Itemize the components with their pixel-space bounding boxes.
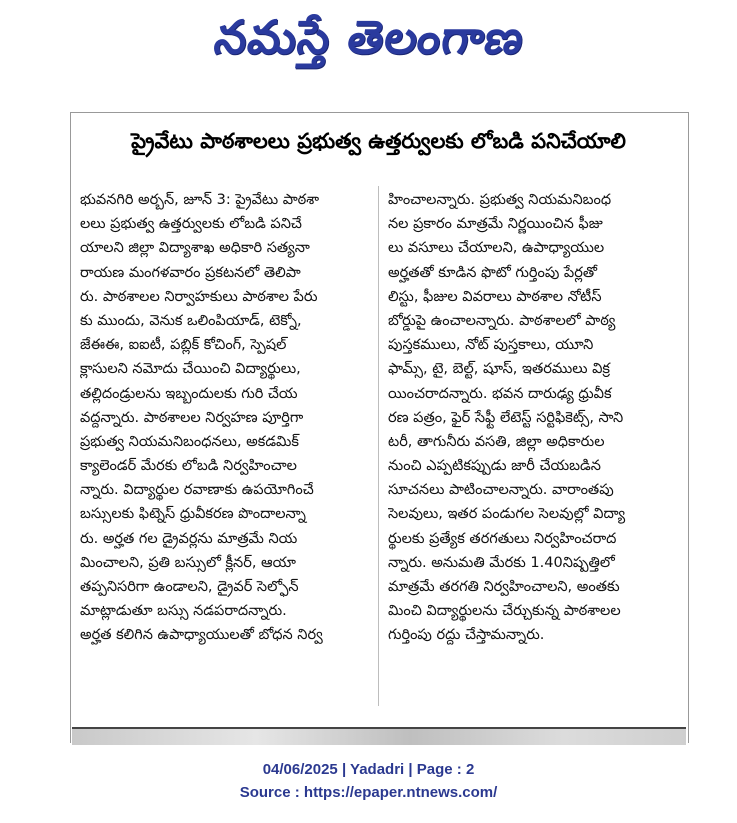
article-text-line: ర్థులకు ప్రత్యేక తరగతులు నిర్వహించరాద: [388, 530, 617, 547]
article-text-line: న్నారు. అనుమతి మేరకు 1.40నిష్పత్తిలో: [388, 554, 615, 571]
article-text-line: రు. పాఠశాలల నిర్వాహకులు పాఠశాల పేరు: [80, 288, 318, 305]
article-text-line: న్నారు. విద్యార్థుల రవాణాకు ఉపయోగించే: [80, 482, 314, 499]
article-text-line: నుంచి ఎప్పటికప్పుడు జారీ చేయబడిన: [388, 458, 601, 475]
article-text-line: హించాలన్నారు. ప్రభుత్వ నియమనిబంధ: [388, 192, 612, 208]
article-text-line: మించాలని, ప్రతి బస్సులో క్లీనర్, ఆయా: [80, 554, 296, 571]
article-text-line: ప్రభుత్వ నియమనిబంధనలు, అకడమిక్: [80, 433, 299, 450]
article-text-line: అర్హతతో కూడిన ఫొటో గుర్తింపు పేర్లతో: [388, 264, 597, 281]
article-text-line: వద్దన్నారు. పాఠశాలల నిర్వహణ పూర్తిగా: [80, 409, 304, 426]
article-text-line: మించి విద్యార్థులను చేర్చుకున్న పాఠశాలల: [388, 603, 621, 620]
article-text-line: బోర్డుపై ఉంచాలన్నారు. పాఠశాలలో పాఠ్య: [388, 312, 616, 329]
article-text-line: భువనగిరి అర్బన్, జూన్ 3: ప్రైవేటు పాఠశా: [80, 192, 320, 208]
article-text-line: క్యాలెండర్ మేరకు లోబడి నిర్వహించాల: [80, 458, 297, 475]
article-text-line: అర్హత కలిగిన ఉపాధ్యాయులతో బోధన నిర్వ: [80, 627, 323, 644]
article-text-line: యాలని జిల్లా విద్యాశాఖ అధికారి సత్యనా: [80, 240, 310, 257]
article-text-line: క్లాసులని నమోదు చేయించి విద్యార్థులు,: [80, 361, 301, 378]
footer-source-link[interactable]: Source : https://epaper.ntnews.com/: [239, 784, 498, 801]
article-text-line: లు వసూలు చేయాలని, ఉపాధ్యాయుల: [388, 240, 605, 257]
article-text-line: జేఈఈ, ఐఐటీ, పబ్లిక్ కోచింగ్, స్పెషల్: [80, 337, 287, 354]
article-text-line: తప్పనిసరిగా ఉండాలని, డ్రైవర్ సెల్ఫోన్: [80, 579, 299, 595]
column-divider: [378, 186, 379, 706]
article-text-line: లిస్టు, ఫీజుల వివరాలు పాఠశాల నోటీస్: [388, 288, 602, 305]
article-text-line: యించరాదన్నారు. భవన దారుఢ్య ధ్రువీక: [388, 385, 612, 402]
article-text-line: లలు ప్రభుత్వ ఉత్తర్వులకు లోబడి పనిచే: [80, 216, 302, 233]
next-article-strip: [72, 727, 686, 745]
article-text-line: రు. అర్హత గల డ్రైవర్లను మాత్రమే నియ: [80, 530, 298, 547]
article-text-line: టరీ, తాగునీరు వసతి, జిల్లా అధికారుల: [388, 433, 605, 450]
article-text-line: బస్సులకు ఫిట్నెస్ ధ్రువీకరణ పొందాలన్నా: [80, 506, 306, 523]
article-text-line: పుస్తకములు, నోట్ పుస్తకాలు, యూని: [388, 337, 594, 354]
article-text-line: ఫామ్స్, టై, బెల్ట్, షూస్, ఇతరములు విక్ర: [388, 361, 611, 378]
article-text-line: రాయణ మంగళవారం ప్రకటనలో తెలిపా: [80, 264, 301, 281]
article-right-column: [388, 188, 680, 648]
article-text-line: సెలవులు, ఇతర పండుగల సెలవుల్లో విద్యా: [388, 506, 626, 523]
masthead-logo: నమస్తే తెలంగాణ: [210, 10, 528, 64]
article-headline: ప్రైవేటు పాఠశాలలు ప్రభుత్వ ఉత్తర్వులకు లోబడి పనిచేయాలి: [131, 129, 626, 153]
article-text-line: మాత్రమే తరగతి నిర్వహించాలని, అంతకు: [388, 579, 620, 595]
article-text-line: గుర్తింపు రద్దు చేస్తామన్నారు.: [388, 627, 545, 644]
masthead: [0, 0, 737, 86]
footer-edition-info: 04/06/2025 | Yadadri | Page : 2: [262, 761, 475, 778]
article-text-line: రణ పత్రం, ఫైర్ సేఫ్టీ లేటెస్ట్ సర్టిఫికెట్స్, సాని: [388, 409, 624, 426]
article-text-line: నల ప్రకారం మాత్రమే నిర్ణయించిన ఫీజు: [388, 216, 603, 233]
article-left-column: [80, 188, 370, 648]
article-text-line: కు ముందు, వెనుక ఒలింపియాడ్, టెక్నో,: [80, 312, 302, 329]
article-text-line: సూచనలు పాటించాలన్నారు. వారాంతపు: [388, 482, 614, 499]
article-text-line: తల్లిదండ్రులను ఇబ్బందులకు గురి చేయ: [80, 385, 298, 402]
article-text-line: మాట్లాడుతూ బస్సు నడపరాదన్నారు.: [80, 603, 287, 620]
